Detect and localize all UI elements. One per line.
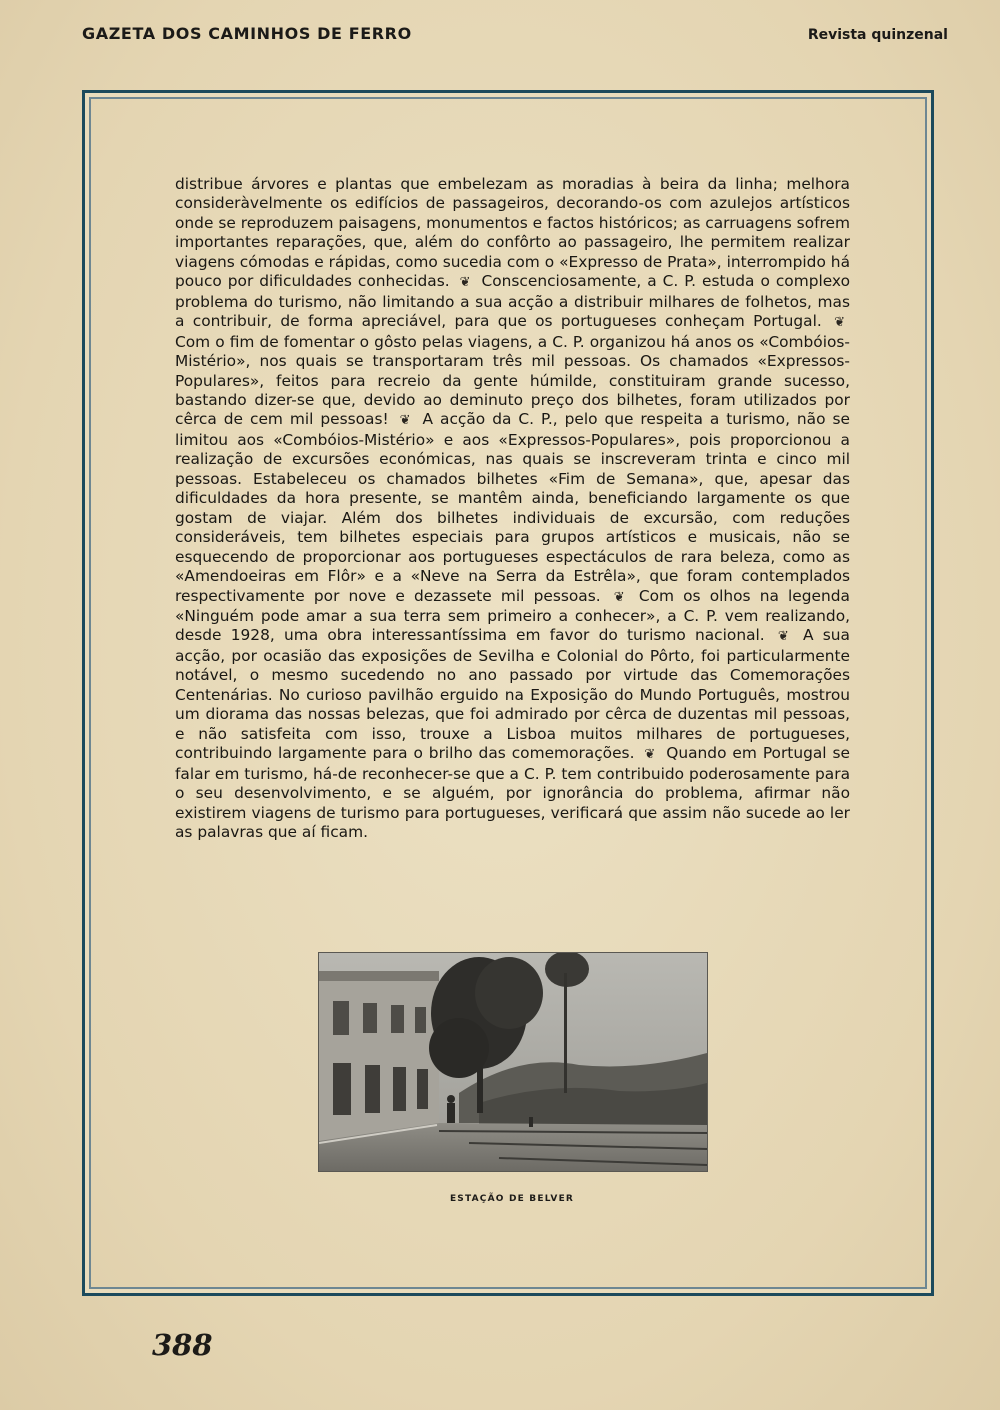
page-number: 388 bbox=[152, 1328, 213, 1362]
station-photo bbox=[318, 952, 708, 1172]
fleuron-icon: ❦ bbox=[644, 747, 656, 763]
periodicity-label: Revista quinzenal bbox=[807, 27, 948, 43]
article-text bbox=[175, 175, 850, 842]
fleuron-icon: ❦ bbox=[459, 275, 471, 291]
article-segment: Quando em Portugal se falar em turismo, há-de reconhecer-se que a C. P. tem contribuido poderosamente para o seu desenvolvimento, e se alguém, por ignorância do problema, afirmar não existirem viagens de turismo para portugueses, verificará que assim não sucede ao ler as palavras que aí ficam. bbox=[175, 744, 850, 841]
article-segment: A sua acção, por ocasião das exposições de Sevilha e Colonial do Pôrto, foi particularmente notável, o mesmo sucedendo no ano passado por virtude das Comemorações Centenárias. No curioso pavilhão erguido na Exposição do Mundo Português, mostrou um diorama das nossas belezas, que foi admirado por cêrca de duzentas mil pessoas, e não satisfeita com isso, trouxe a Lisboa muitos milhares de portugueses, contribuindo largamente para o brilho das comemorações. bbox=[175, 626, 850, 763]
fleuron-icon: ❦ bbox=[777, 629, 789, 645]
station-photo-illustration bbox=[319, 953, 707, 1171]
fleuron-icon: ❦ bbox=[834, 315, 845, 331]
article-paragraph bbox=[175, 175, 850, 842]
photo-caption: ESTAÇÃO DE BELVER bbox=[449, 1194, 575, 1204]
fleuron-icon: ❦ bbox=[613, 589, 625, 605]
article-segment: distribue árvores e plantas que embelezam as moradias à beira da linha; melhora consideràvelmente os edifícios de passageiros, decorando-os com azulejos artísticos onde se reproduzem paisagens, monumentos e factos históricos; as carruagens sofrem importantes reparações, que, além do confôrto ao passageiro, lhe permitem realizar viagens cómodas e rápidas, como sucedia com o «Expresso de Prata», interrompido há pouco por dificuldades conhecidas. bbox=[175, 175, 850, 291]
article-segment: Conscenciosamente, a C. P. estuda o complexo problema do turismo, não limitando a sua acção a distribuir milhares de folhetos, mas a contribuir, de forma apreciável, para que os portugueses conheçam Portugal. bbox=[175, 272, 850, 331]
article-segment: A acção da C. P., pelo que respeita a turismo, não se limitou aos «Combóios-Mistério» e aos «Expressos-Populares», pois proporcionou a realização de excursões económicas, nas quais se inscreveram trinta e cinco mil pessoas. Estabeleceu os chamados bilhetes «Fim de Semana», que, apesar das dificuldades da hora presente, se mantêm ainda, beneficiando largamente os que gostam de viajar. Além dos bilhetes individuais de excursão, com reduções consideráveis, tem bilhetes especiais para grupos artísticos e musicais, não se esquecendo de proporcionar aos portugueses espectáculos de rara beleza, como as «Amendoeiras em Flôr» e a «Neve na Serra da Estrêla», que foram contemplados respectivamente por nove e dezassete mil pessoas. bbox=[175, 410, 850, 605]
article-segment: Com os olhos na legenda «Ninguém pode amar a sua terra sem primeiro a conhecer», a C. P. vem realizando, desde 1928, uma obra interessantíssima em favor do turismo nacional. bbox=[175, 586, 850, 645]
fleuron-icon: ❦ bbox=[399, 413, 411, 429]
publication-title: GAZETA DOS CAMINHOS DE FERRO bbox=[82, 24, 412, 43]
article-segment: Com o fim de fomentar o gôsto pelas viagens, a C. P. organizou há anos os «Combóios-Mistério», nos quais se transportaram três mil pessoas. Os chamados «Expressos-Populares», feitos para recreio da gente húmilde, constituiram grande sucesso, bastando dizer-se que, devido ao deminuto preço dos bilhetes, foram utilizados por cêrca de cem mil pessoas! bbox=[175, 332, 850, 429]
